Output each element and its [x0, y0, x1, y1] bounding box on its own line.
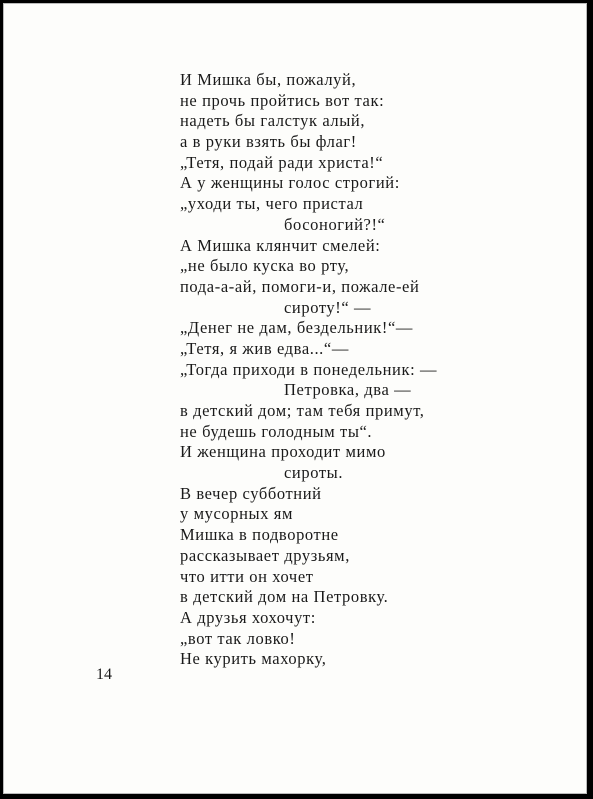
poem-line: надеть бы галстук алый,	[180, 111, 366, 131]
poem-line: у мусорных ям	[180, 504, 294, 524]
poem-line: А Мишка клянчит смелей:	[180, 235, 381, 255]
poem-line: „Тетя, подай ради христа!“	[180, 152, 384, 172]
poem-line: „Тетя, я жив едва...“—	[180, 338, 349, 358]
poem-line: рассказывает друзьям,	[180, 545, 350, 565]
poem-line: „уходи ты, чего пристал	[180, 194, 364, 214]
poem-line: А у женщины голос строгий:	[180, 173, 400, 193]
poem-line: А друзья хохочут:	[180, 607, 316, 627]
poem-text	[180, 70, 437, 670]
poem-line: „Тогда приходи в понедельник: —	[180, 359, 438, 379]
poem-line: пода-а-ай, помоги-и, пожале-ей	[180, 276, 420, 296]
poem-line: Не курить махорку,	[180, 649, 327, 669]
poem-line: не прочь пройтись вот так:	[180, 90, 385, 110]
poem-line: в детский дом; там тебя примут,	[180, 401, 425, 420]
book-page	[3, 3, 587, 794]
page-number: 14	[96, 666, 112, 683]
poem-line: а в руки взять бы флаг!	[180, 132, 357, 152]
poem-line: „вот так ловко!	[180, 628, 296, 648]
poem-line: не будешь голодным ты“.	[180, 421, 373, 441]
poem-line: И женщина проходит мимо	[180, 442, 386, 462]
poem-line: „Денег не дам, бездельник!“—	[180, 318, 414, 338]
poem-line: Мишка в подворотне	[180, 525, 339, 545]
poem-line: сироты.	[284, 463, 344, 483]
poem-line: сироту!“ —	[284, 297, 372, 317]
poem-line: В вечер субботний	[180, 483, 322, 503]
poem-line: босоногий?!“	[284, 214, 386, 234]
poem-line: в детский дом на Петровку.	[180, 587, 389, 607]
poem-line: Петровка, два —	[284, 380, 412, 400]
poem-line: И Мишка бы, пожалуй,	[180, 70, 357, 89]
poem-line: „не было куска во рту,	[180, 256, 350, 276]
poem-line: что итти он хочет	[180, 566, 314, 586]
